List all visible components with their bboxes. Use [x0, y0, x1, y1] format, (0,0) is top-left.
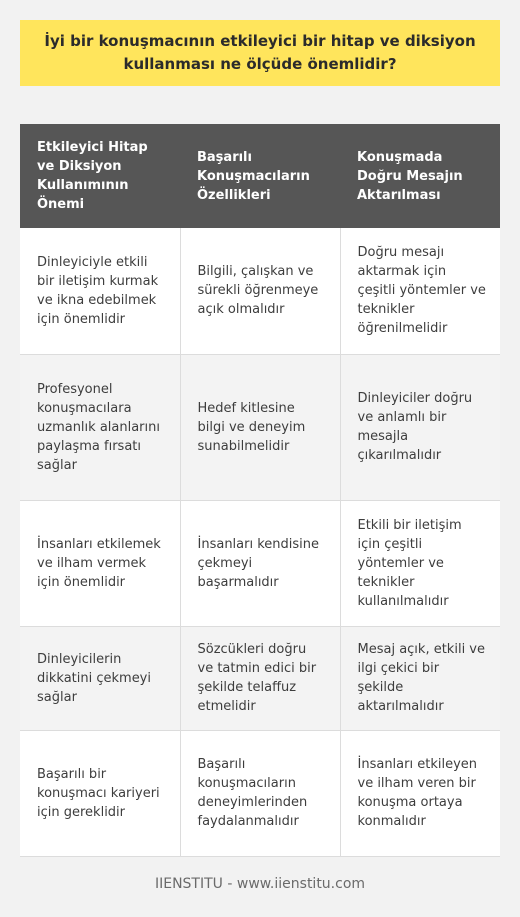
table-row	[20, 354, 500, 500]
column-header: Başarılı Konuşmacıların Özellikleri	[180, 124, 340, 228]
table-row	[20, 500, 500, 626]
table-cell: Bilgili, çalışkan ve sürekli öğrenmeye açık olmalıdır	[180, 228, 340, 354]
footer-source: IIENSTITU - www.iienstitu.com	[154, 876, 366, 892]
table-cell: Etkili bir iletişim için çeşitli yöntemler ve teknikler kullanılmalıdır	[340, 500, 500, 626]
page-title: İyi bir konuşmacının etkileyici bir hitap ve diksiyon kullanması ne ölçüde önemlidir?	[44, 32, 476, 73]
table-cell: Hedef kitlesine bilgi ve deneyim sunabilmelidir	[180, 354, 340, 500]
comparison-table	[20, 124, 500, 857]
table-cell: İnsanları etkileyen ve ilham veren bir konuşma ortaya konmalıdır	[340, 730, 500, 856]
table-cell: Doğru mesajı aktarmak için çeşitli yöntemler ve teknikler öğrenilmelidir	[340, 228, 500, 354]
table-cell: Sözcükleri doğru ve tatmin edici bir şekilde telaffuz etmelidir	[180, 626, 340, 730]
title-banner	[20, 20, 500, 86]
table-cell: Dinleyiciyle etkili bir iletişim kurmak ve ikna edebilmek için önemlidir	[20, 228, 180, 354]
table-cell: İnsanları etkilemek ve ilham vermek için önemlidir	[20, 500, 180, 626]
table-row	[20, 730, 500, 856]
table-cell: Dinleyicilerin dikkatini çekmeyi sağlar	[20, 626, 180, 730]
column-header: Etkileyici Hitap ve Diksiyon Kullanımının Önemi	[20, 124, 180, 228]
table-header-row	[20, 124, 500, 228]
table-row	[20, 626, 500, 730]
table-cell: Dinleyiciler doğru ve anlamlı bir mesajla çıkarılmalıdır	[340, 354, 500, 500]
table-cell: Başarılı bir konuşmacı kariyeri için gereklidir	[20, 730, 180, 856]
table-cell: Mesaj açık, etkili ve ilgi çekici bir şekilde aktarılmalıdır	[340, 626, 500, 730]
table-cell: İnsanları kendisine çekmeyi başarmalıdır	[180, 500, 340, 626]
table-row	[20, 228, 500, 354]
table-cell: Profesyonel konuşmacılara uzmanlık alanlarını paylaşma fırsatı sağlar	[20, 354, 180, 500]
column-header: Konuşmada Doğru Mesajın Aktarılması	[340, 124, 500, 228]
table-cell: Başarılı konuşmacıların deneyimlerinden faydalanmalıdır	[180, 730, 340, 856]
